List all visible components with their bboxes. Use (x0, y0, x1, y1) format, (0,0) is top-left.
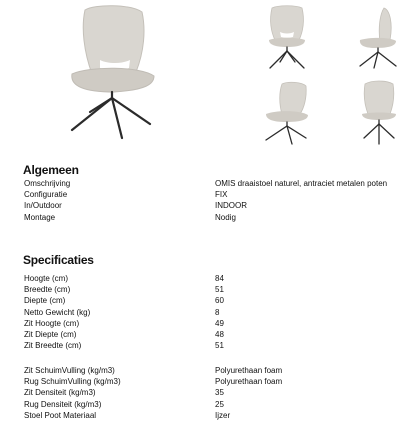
row-value: Nodig (215, 212, 236, 222)
table-row (24, 284, 414, 295)
row-label: Hoogte (cm) (24, 274, 69, 283)
table-row (24, 387, 414, 398)
row-label: Montage (24, 212, 56, 222)
row-label: Netto Gewicht (kg) (24, 307, 91, 317)
product-photo-angle (258, 78, 316, 146)
row-value: Polyurethaan foam (215, 366, 283, 375)
row-value: 48 (215, 329, 224, 339)
row-value: 25 (215, 399, 224, 409)
table-row (24, 399, 414, 410)
row-label: In/Outdoor (24, 201, 62, 211)
row-label: Stoel Poot Materiaal (24, 410, 97, 420)
row-label: Zit Hoogte (cm) (24, 318, 80, 328)
row-label: Diepte (cm) (24, 296, 66, 306)
row-label: Omschrijving (24, 179, 71, 188)
row-value: 35 (215, 388, 224, 398)
row-value: Polyurethaan foam (215, 377, 283, 387)
row-value: 60 (215, 296, 224, 306)
section-title-specs: Specificaties (23, 253, 94, 267)
table-row (24, 189, 414, 200)
row-value: INDOOR (215, 201, 247, 211)
row-value: 84 (215, 274, 224, 283)
row-value: 51 (215, 285, 224, 295)
table-row (24, 340, 414, 351)
product-photo-front (258, 4, 316, 72)
row-label: Zit Diepte (cm) (24, 329, 77, 339)
table-row (24, 178, 414, 189)
row-label: Zit Breedte (cm) (24, 341, 82, 351)
specs-table (24, 273, 414, 351)
table-row (24, 410, 414, 421)
general-table (24, 178, 414, 223)
table-row (24, 212, 414, 223)
row-label: Configuratie (24, 190, 68, 200)
materials-table (24, 365, 414, 421)
row-value: Ijzer (215, 410, 231, 420)
product-photo-back (350, 78, 408, 146)
table-row (24, 295, 414, 306)
row-value: 51 (215, 341, 224, 351)
section-title-general: Algemeen (23, 163, 79, 177)
table-row (24, 318, 414, 329)
table-row (24, 273, 414, 284)
row-value: OMIS draaistoel naturel, antraciet metalen poten (215, 179, 388, 188)
row-value: 8 (215, 307, 220, 317)
row-label: Zit Densiteit (kg/m3) (24, 388, 96, 398)
table-row (24, 329, 414, 340)
row-label: Rug SchuimVulling (kg/m3) (24, 377, 121, 387)
table-row (24, 307, 414, 318)
row-value: FIX (215, 190, 228, 200)
row-label: Rug Densiteit (kg/m3) (24, 399, 102, 409)
table-row (24, 365, 414, 376)
product-photo-main (50, 0, 170, 142)
product-photo-side (350, 4, 408, 72)
table-row (24, 376, 414, 387)
row-label: Breedte (cm) (24, 285, 71, 295)
row-value: 49 (215, 318, 224, 328)
row-label: Zit SchuimVulling (kg/m3) (24, 366, 115, 375)
table-row (24, 200, 414, 211)
